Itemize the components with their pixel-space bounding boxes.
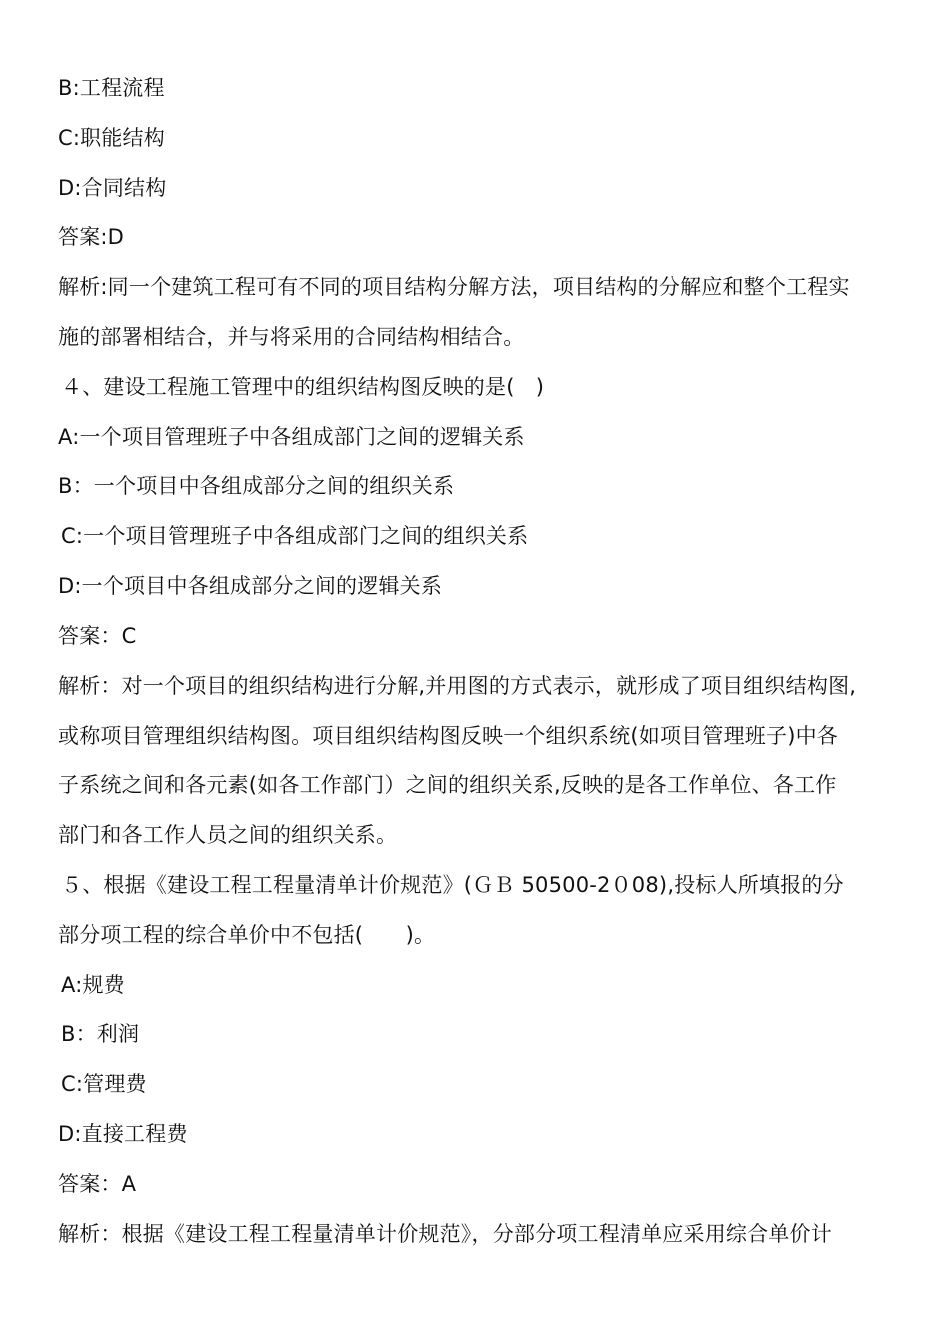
q5-answer: 答案：A <box>58 1172 137 1196</box>
q5-question-line-2: 部分项工程的综合单价中不包括( )。 <box>58 923 436 947</box>
q5-option-c: C:管理费 <box>61 1072 147 1096</box>
q4-question: ４、建设工程施工管理中的组织结构图反映的是( ) <box>61 375 545 399</box>
q4-option-c: C:一个项目管理班子中各组成部门之间的组织关系 <box>61 524 529 548</box>
q5-analysis-line-1: 解析：根据《建设工程工程量清单计价规范》，分部分项工程清单应采用综合单价计 <box>58 1222 832 1246</box>
q5-option-a: A:规费 <box>61 973 125 997</box>
q5-option-b: B：利润 <box>61 1022 140 1046</box>
q3-analysis-line-2: 施的部署相结合，并与将采用的合同结构相结合。 <box>58 325 525 349</box>
q4-analysis-line-1: 解析：对一个项目的组织结构进行分解,并用图的方式表示，就形成了项目组织结构图, <box>58 674 857 698</box>
q3-answer: 答案:D <box>58 225 125 249</box>
q3-option-d: D:合同结构 <box>58 176 167 200</box>
q4-analysis-line-4: 部门和各工作人员之间的组织关系。 <box>58 823 398 847</box>
q4-analysis-line-2: 或称项目管理组织结构图。项目组织结构图反映一个组织系统(如项目管理班子)中各 <box>58 724 838 748</box>
q5-option-d: D:直接工程费 <box>58 1122 188 1146</box>
q4-analysis-line-3: 子系统之间和各元素(如各工作部门）之间的组织关系,反映的是各工作单位、各工作 <box>58 773 837 797</box>
q4-option-a: A:一个项目管理班子中各组成部门之间的逻辑关系 <box>58 425 525 449</box>
q3-option-c: C:职能结构 <box>58 126 165 150</box>
q4-option-d: D:一个项目中各组成部分之间的逻辑关系 <box>58 574 443 598</box>
q5-question-line-1: ５、根据《建设工程工程量清单计价规范》(ＧＢ 50500-2０08),投标人所填报的分 <box>61 873 844 897</box>
q4-answer: 答案：C <box>58 624 137 648</box>
q3-option-b: B:工程流程 <box>58 76 165 100</box>
q3-analysis-line-1: 解析:同一个建筑工程可有不同的项目结构分解方法，项目结构的分解应和整个工程实 <box>58 275 850 299</box>
q4-option-b: B：一个项目中各组成部分之间的组织关系 <box>58 474 455 498</box>
